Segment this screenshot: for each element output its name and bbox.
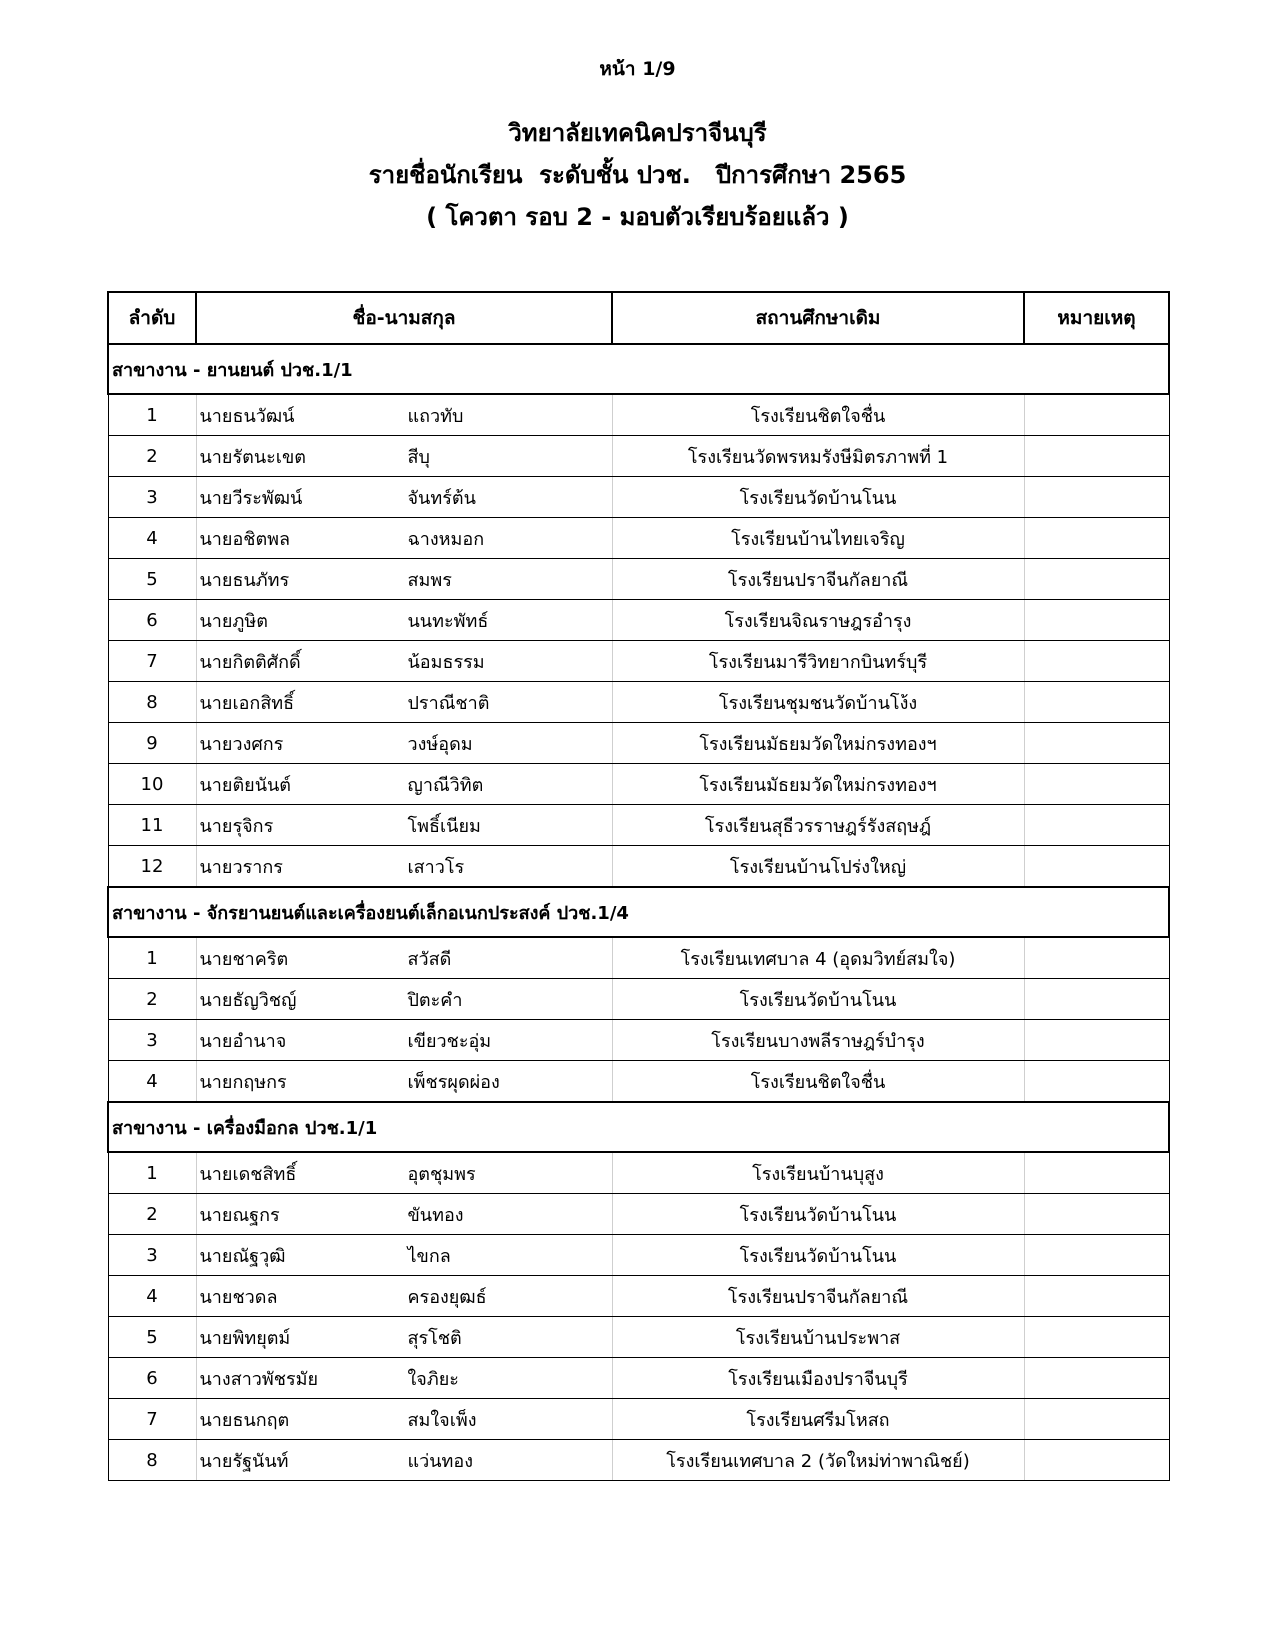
- previous-school: โรงเรียนสุธีวรราษฎร์รังสฤษฎ์: [612, 805, 1024, 846]
- row-number: 7: [108, 641, 196, 682]
- college-name: วิทยาลัยเทคนิคปราจีนบุรี: [508, 119, 767, 147]
- section-title: สาขางาน - จักรยานยนต์และเครื่องยนต์เล็กอเนกประสงค์ ปวช.1/4: [108, 887, 1169, 937]
- last-name: สุรโชติ: [407, 1327, 462, 1349]
- student-name-cell: [196, 1194, 612, 1235]
- remark: [1024, 1194, 1169, 1235]
- table-row: [108, 805, 1169, 846]
- remark: [1024, 1020, 1169, 1061]
- remark: [1024, 1440, 1169, 1481]
- table-row: [108, 1152, 1169, 1194]
- table-row: [108, 559, 1169, 600]
- first-name: นายธนวัฒน์: [199, 405, 295, 427]
- student-name-cell: [196, 1399, 612, 1440]
- previous-school: โรงเรียนวัดพรหมรังษีมิตรภาพที่ 1: [612, 436, 1024, 477]
- student-name-cell: [196, 518, 612, 559]
- page-number: หน้า 1/9: [599, 58, 676, 80]
- header-note: หมายเหตุ: [1024, 292, 1169, 344]
- last-name: ปราณีชาติ: [407, 692, 490, 714]
- previous-school: โรงเรียนเทศบาล 2 (วัดใหม่ท่าพาณิชย์): [612, 1440, 1024, 1481]
- table-row: [108, 518, 1169, 559]
- student-name-cell: [196, 477, 612, 518]
- previous-school: โรงเรียนบ้านประพาส: [612, 1317, 1024, 1358]
- table-row: [108, 846, 1169, 888]
- first-name: นายวงศกร: [199, 733, 284, 755]
- first-name: นายรัตนะเขต: [199, 446, 306, 468]
- row-number: 7: [108, 1399, 196, 1440]
- table-row: [108, 1194, 1169, 1235]
- row-number: 1: [108, 1152, 196, 1194]
- row-number: 2: [108, 436, 196, 477]
- section-title: สาขางาน - ยานยนต์ ปวช.1/1: [108, 344, 1169, 394]
- student-name-cell: [196, 1061, 612, 1103]
- student-name-cell: [196, 1440, 612, 1481]
- remark: [1024, 846, 1169, 888]
- first-name: นายกิตติศักดิ์: [199, 651, 301, 673]
- previous-school: โรงเรียนชิตใจชื่น: [612, 394, 1024, 436]
- last-name: สมพร: [407, 569, 452, 591]
- table-row: [108, 1235, 1169, 1276]
- last-name: น้อมธรรม: [407, 651, 485, 673]
- student-name-cell: [196, 1276, 612, 1317]
- section-row: [108, 887, 1169, 937]
- previous-school: โรงเรียนวัดบ้านโนน: [612, 979, 1024, 1020]
- remark: [1024, 559, 1169, 600]
- last-name: สวัสดี: [407, 948, 452, 970]
- header-no: ลำดับ: [108, 292, 196, 344]
- table-row: [108, 979, 1169, 1020]
- previous-school: โรงเรียนชุมชนวัดบ้านโง้ง: [612, 682, 1024, 723]
- previous-school: โรงเรียนปราจีนกัลยาณี: [612, 559, 1024, 600]
- last-name: ฉางหมอก: [407, 528, 485, 550]
- student-name-cell: [196, 1358, 612, 1399]
- last-name: ขันทอง: [407, 1204, 464, 1226]
- previous-school: โรงเรียนมัธยมวัดใหม่กรงทองฯ: [612, 764, 1024, 805]
- last-name: ใจภิยะ: [407, 1368, 459, 1390]
- student-name-cell: [196, 805, 612, 846]
- row-number: 2: [108, 1194, 196, 1235]
- remark: [1024, 436, 1169, 477]
- first-name: นายรุจิกร: [199, 815, 274, 837]
- first-name: นายรัฐนันท์: [199, 1450, 289, 1472]
- list-title: รายชื่อนักเรียน ระดับชั้น ปวช. ปีการศึกษา 2565: [368, 161, 907, 189]
- student-name-cell: [196, 394, 612, 436]
- remark: [1024, 1276, 1169, 1317]
- last-name: ไขกล: [407, 1245, 451, 1267]
- table-row: [108, 937, 1169, 979]
- remark: [1024, 1358, 1169, 1399]
- previous-school: โรงเรียนจิณราษฎรอำรุง: [612, 600, 1024, 641]
- row-number: 3: [108, 1235, 196, 1276]
- previous-school: โรงเรียนปราจีนกัลยาณี: [612, 1276, 1024, 1317]
- row-number: 6: [108, 600, 196, 641]
- previous-school: โรงเรียนมารีวิทยากบินทร์บุรี: [612, 641, 1024, 682]
- previous-school: โรงเรียนมัธยมวัดใหม่กรงทองฯ: [612, 723, 1024, 764]
- row-number: 5: [108, 559, 196, 600]
- first-name: นายเอกสิทธิ์: [199, 692, 295, 714]
- table-row: [108, 1276, 1169, 1317]
- last-name: ปิตะคำ: [407, 989, 463, 1011]
- student-roster-table: [107, 291, 1170, 1481]
- table-header-row: [108, 292, 1169, 344]
- row-number: 4: [108, 1276, 196, 1317]
- remark: [1024, 477, 1169, 518]
- first-name: นายชาคริต: [199, 948, 289, 970]
- row-number: 5: [108, 1317, 196, 1358]
- remark: [1024, 682, 1169, 723]
- table-row: [108, 1399, 1169, 1440]
- remark: [1024, 1152, 1169, 1194]
- student-name-cell: [196, 1317, 612, 1358]
- header-school: สถานศึกษาเดิม: [612, 292, 1024, 344]
- student-name-cell: [196, 641, 612, 682]
- student-name-cell: [196, 1152, 612, 1194]
- table-row: [108, 600, 1169, 641]
- remark: [1024, 805, 1169, 846]
- first-name: นายธนกฤต: [199, 1409, 290, 1431]
- first-name: นายพิทยุตม์: [199, 1327, 291, 1349]
- first-name: นางสาวพัชรมัย: [199, 1368, 319, 1390]
- row-number: 12: [108, 846, 196, 888]
- student-name-cell: [196, 937, 612, 979]
- remark: [1024, 979, 1169, 1020]
- last-name: แว่นทอง: [407, 1450, 473, 1472]
- table-row: [108, 723, 1169, 764]
- last-name: สมใจเพ็ง: [407, 1409, 477, 1431]
- row-number: 8: [108, 1440, 196, 1481]
- previous-school: โรงเรียนชิตใจชื่น: [612, 1061, 1024, 1103]
- table-row: [108, 1440, 1169, 1481]
- row-number: 4: [108, 518, 196, 559]
- last-name: เขียวชะอุ่ม: [407, 1030, 492, 1052]
- last-name: ญาณีวิทิต: [407, 774, 484, 796]
- previous-school: โรงเรียนวัดบ้านโนน: [612, 477, 1024, 518]
- first-name: นายธนภัทร: [199, 569, 290, 591]
- remark: [1024, 518, 1169, 559]
- student-name-cell: [196, 979, 612, 1020]
- student-name-cell: [196, 600, 612, 641]
- first-name: นายณัฐวุฒิ: [199, 1245, 286, 1267]
- row-number: 9: [108, 723, 196, 764]
- remark: [1024, 764, 1169, 805]
- remark: [1024, 1317, 1169, 1358]
- table-row: [108, 682, 1169, 723]
- table-row: [108, 641, 1169, 682]
- row-number: 11: [108, 805, 196, 846]
- first-name: นายภูษิต: [199, 610, 268, 632]
- student-name-cell: [196, 764, 612, 805]
- table-row: [108, 436, 1169, 477]
- table-row: [108, 394, 1169, 436]
- remark: [1024, 394, 1169, 436]
- last-name: นนทะพัทธ์: [407, 610, 489, 632]
- previous-school: โรงเรียนบ้านโปร่งใหญ่: [612, 846, 1024, 888]
- first-name: นายวรากร: [199, 856, 283, 878]
- row-number: 2: [108, 979, 196, 1020]
- last-name: เสาวโร: [407, 856, 465, 878]
- first-name: นายณฐกร: [199, 1204, 280, 1226]
- first-name: นายอำนาจ: [199, 1030, 287, 1052]
- row-number: 1: [108, 394, 196, 436]
- table-row: [108, 1358, 1169, 1399]
- first-name: นายกฤษกร: [199, 1071, 287, 1093]
- row-number: 4: [108, 1061, 196, 1103]
- previous-school: โรงเรียนเมืองปราจีนบุรี: [612, 1358, 1024, 1399]
- section-title: สาขางาน - เครื่องมือกล ปวช.1/1: [108, 1102, 1169, 1152]
- previous-school: โรงเรียนบ้านบุสูง: [612, 1152, 1024, 1194]
- last-name: โพธิ์เนียม: [407, 815, 481, 837]
- list-subtitle: ( โควตา รอบ 2 - มอบตัวเรียบร้อยแล้ว ): [426, 203, 849, 231]
- first-name: นายธัญวิชญ์: [199, 989, 297, 1011]
- remark: [1024, 1399, 1169, 1440]
- last-name: สีบุ: [407, 446, 430, 468]
- remark: [1024, 937, 1169, 979]
- student-name-cell: [196, 559, 612, 600]
- row-number: 3: [108, 1020, 196, 1061]
- document-title: [0, 112, 1275, 238]
- remark: [1024, 600, 1169, 641]
- first-name: นายเดชสิทธิ์: [199, 1163, 297, 1185]
- last-name: ครองยุฒธ์: [407, 1286, 487, 1308]
- previous-school: โรงเรียนบ้านไทยเจริญ: [612, 518, 1024, 559]
- row-number: 8: [108, 682, 196, 723]
- remark: [1024, 723, 1169, 764]
- student-name-cell: [196, 682, 612, 723]
- last-name: วงษ์อุดม: [407, 733, 473, 755]
- section-row: [108, 1102, 1169, 1152]
- previous-school: โรงเรียนบางพลีราษฎร์บำรุง: [612, 1020, 1024, 1061]
- roster-body: [108, 344, 1169, 1481]
- last-name: แถวทับ: [407, 405, 464, 427]
- remark: [1024, 1235, 1169, 1276]
- first-name: นายติยนันต์: [199, 774, 291, 796]
- first-name: นายชวดล: [199, 1286, 278, 1308]
- table-row: [108, 764, 1169, 805]
- table-row: [108, 1061, 1169, 1103]
- student-name-cell: [196, 723, 612, 764]
- student-name-cell: [196, 1235, 612, 1276]
- last-name: อุตชุมพร: [407, 1163, 476, 1185]
- last-name: จันทร์ต้น: [407, 487, 476, 509]
- previous-school: โรงเรียนเทศบาล 4 (อุดมวิทย์สมใจ): [612, 937, 1024, 979]
- previous-school: โรงเรียนวัดบ้านโนน: [612, 1194, 1024, 1235]
- table-row: [108, 477, 1169, 518]
- first-name: นายวีระพัฒน์: [199, 487, 303, 509]
- previous-school: โรงเรียนศรีมโหสถ: [612, 1399, 1024, 1440]
- remark: [1024, 1061, 1169, 1103]
- student-name-cell: [196, 1020, 612, 1061]
- row-number: 10: [108, 764, 196, 805]
- first-name: นายอชิตพล: [199, 528, 291, 550]
- table-row: [108, 1020, 1169, 1061]
- row-number: 6: [108, 1358, 196, 1399]
- table-row: [108, 1317, 1169, 1358]
- section-row: [108, 344, 1169, 394]
- row-number: 1: [108, 937, 196, 979]
- student-name-cell: [196, 846, 612, 888]
- row-number: 3: [108, 477, 196, 518]
- header-name: ชื่อ-นามสกุล: [196, 292, 612, 344]
- last-name: เพ็ชรผุดผ่อง: [407, 1071, 500, 1093]
- remark: [1024, 641, 1169, 682]
- student-name-cell: [196, 436, 612, 477]
- previous-school: โรงเรียนวัดบ้านโนน: [612, 1235, 1024, 1276]
